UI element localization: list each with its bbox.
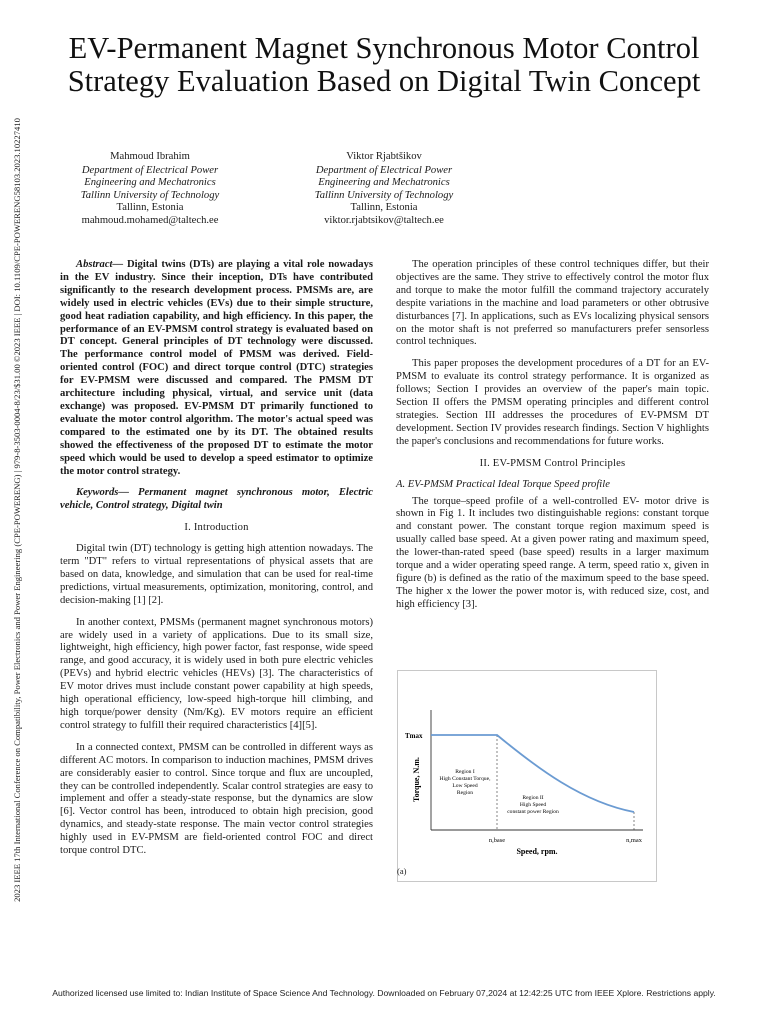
title-line-1: EV-Permanent Magnet Synchronous Motor Control [68, 31, 700, 65]
right-column [396, 259, 709, 612]
keywords-text: Permanent magnet synchronous motor, Electric vehicle, Control strategy, Digital twin [60, 487, 373, 512]
abstract-label: Abstract— [76, 259, 124, 270]
region-1-line-3: Low Speed [452, 783, 478, 789]
doi-sidebar-text: 2023 IEEE 17th International Conference on Compatibility, Power Electronics and Power Engineering (CPE-POWERENG) | 979-8-3503-0004-8/23/$31.00 ©2023 IEEE | DOI: 10.1109/CPE-POWERENG58103.2023.10227410 [12, 118, 22, 902]
right-paragraph-1: The operation principles of these control techniques differ, but their objectives are the same. They strive to effectively control the motor flux and torque to make the motor fulfill the command trajectory accurately despite variations in the machine and load parameters or other obtrusive disturbances [7]. In applications, such as EVs localizing physical sensors on the motor shaft is not preferred so manufacturers prefer sensorless control techniques. [396, 259, 709, 348]
region-1-line-1: Region I [455, 769, 475, 775]
abstract [60, 259, 373, 478]
section-1-heading: I. Introduction [184, 522, 249, 534]
author-name: Viktor Rjabtšikov [346, 151, 422, 162]
region-2-line-3: constant power Region [507, 809, 559, 815]
author-city: Tallinn, Estonia [116, 202, 184, 214]
nmax-label: n,max [626, 837, 642, 844]
author-1 [50, 151, 250, 228]
author-dept-line-1: Department of Electrical Power [81, 164, 219, 176]
keywords [60, 487, 373, 513]
author-dept-line-2: Engineering and Mechatronics [84, 177, 216, 189]
section-2-heading: II. EV-PMSM Control Principles [479, 457, 626, 469]
nbase-label: n,base [488, 837, 506, 844]
intro-paragraph-3: In a connected context, PMSM can be controlled in different ways as different AC motors. In comparison to induction machines, PMSM drives are considerably easier to control. Since torque and flux are uncoupled, they can be controlled independently. Scalar control strategies are easy to implement and offer a steady-state response, but the dynamics are slow [6]. Vector control has been, introduced to obtain high precision, good dynamics, and steady-state response. The main vector control strategies highly used in EV-PMSM are field-oriented control FOC and direct torque control DTC. [60, 741, 373, 857]
right-paragraph-2: This paper proposes the development procedures of a DT for an EV-PMSM to evaluate its control strategy performance. It is organized as follows; Section I provides an overview of the paper's main topic. Section II offers the PMSM operating principles and different control strategies. Section III addresses the procedures of EV-PMSM DT development. Section IV provides research findings. Section V highlights the paper's conclusions and recommendations for future works. [396, 358, 709, 447]
region-2-line-2: High Speed [519, 802, 547, 808]
tmax-label: Tmax [405, 732, 423, 740]
author-2 [284, 151, 484, 228]
abstract-text: Digital twins (DTs) are playing a vital role nowadays in the EV industry. Since their inception, DTs have contributed significantly to the research development process. PMSMs are, are widely used in electric vehicles (EVs) due to their simple structure, good heat radiation capability, and high efficiency. In this paper, the performance of an EV-PMSM control strategy is evaluated based on DT concept. General principles of DT technology were discussed. The performance control model of PMSM was derived. Field-oriented control (FOC) and direct torque control (DTC) strategies for EV-PMSM were discussed and compared. The PMSM DT architecture including physical, virtual, and service unit (data exchange) was proposed. EV-PMSM DT primarily functioned to evaluate the motor control algorithm. The motor's actual speed was compared to the estimated one by its DT. The obtained results showed the effectiveness of the proposed DT to estimate the motor speed which would be used to develop a speed estimator to optimize the motor control strategy. [60, 259, 373, 477]
author-dept-line-2: Engineering and Mechatronics [318, 177, 450, 189]
author-name: Mahmoud Ibrahim [110, 151, 190, 162]
paper-title [30, 32, 738, 98]
author-email: mahmoud.mohamed@taltech.ee [81, 214, 219, 226]
author-city: Tallinn, Estonia [350, 202, 418, 214]
y-axis-label: Torque, N.m. [412, 757, 421, 802]
figure-caption: (a) [397, 866, 407, 876]
left-column [60, 259, 373, 858]
license-footer: Authorized licensed use limited to: Indian Institute of Space Science And Technology. Downloaded on February 07,2024 at 12:42:25 UTC from IEEE Xplore. Restrictions apply. [52, 988, 716, 998]
intro-paragraph-2: In another context, PMSMs (permanent magnet synchronous motors) are widely used in a variety of applications. Due to its small size, lightweight, high efficiency, high power factor, fast response, wide speed range, and good accuracy, it is widely used in both pure electric vehicles (PEVs) and hybrid electric vehicles (HEVs) [3]. The characteristics of EV motor drives must include constant power capability at high speeds, high operational efficiency, low-speed high-torque hill climbing, and high torque/power density (Nm/Kg). EV motors require an efficient control strategy to fulfill their required characteristics [4][5]. [60, 616, 373, 731]
intro-paragraph-1: Digital twin (DT) technology is getting high attention nowadays. The term "DT" refers to virtual representations of physical assets that are based on data, knowledge, and simulation that can be used for real-time predictions, virtual measurements, optimization, monitoring, control, and decision-making [1] [2]. [60, 543, 373, 606]
subsection-a-heading: A. EV-PMSM Practical Ideal Torque Speed profile [396, 478, 610, 490]
doi-sidebar [10, 66, 24, 954]
section-2-paragraph: The torque–speed profile of a well-controlled EV- motor drive is shown in Fig 1. It includes two distinguishable regions: constant torque and constant power. The constant torque region maximum speed is usually called base speed. At a given power rating and maximum speed, the lower-than-rated speed (base speed) results in a larger maximum torque and a wider operating speed range. A term, speed ratio x, given in figure (b) is defined as the ratio of the maximum speed to the base speed. The higher x the lower the power motor is, with reduced size, cost, and high efficiency [3]. [396, 495, 709, 610]
keywords-label: Keywords— [76, 487, 129, 499]
region-1-line-4: Region [456, 790, 474, 796]
author-university: Tallinn University of Technology [314, 189, 454, 201]
region-1-line-2: High Constant Torque, [439, 776, 491, 782]
torque-speed-figure [397, 670, 657, 882]
author-dept-line-1: Department of Electrical Power [315, 164, 453, 176]
title-line-2: Strategy Evaluation Based on Digital Twin Concept [67, 64, 701, 98]
author-university: Tallinn University of Technology [80, 189, 220, 201]
region-2-line-1: Region II [522, 795, 544, 801]
x-axis-label: Speed, rpm. [516, 847, 558, 856]
author-email: viktor.rjabtsikov@taltech.ee [324, 214, 444, 226]
